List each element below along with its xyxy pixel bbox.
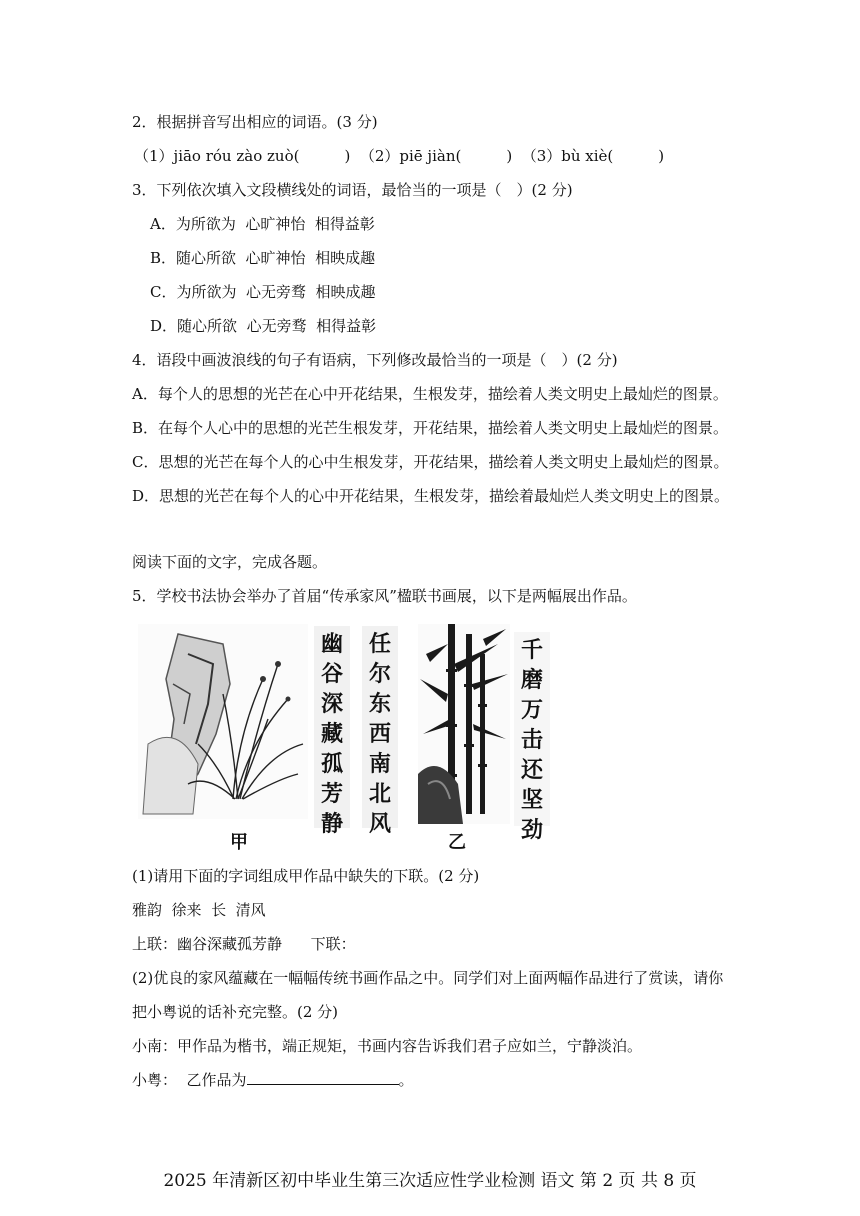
jia-char-6: 芳 bbox=[320, 782, 343, 807]
yi-right-char-1: 千 bbox=[520, 638, 543, 663]
yi-left-char-6: 北 bbox=[368, 782, 391, 807]
yi-left-char-4: 西 bbox=[368, 722, 391, 747]
q3-option-c: C．为所欲为 心无旁骛 相映成趣 bbox=[150, 283, 376, 301]
jia-couplet-scroll bbox=[314, 626, 350, 837]
yi-left-couplet-scroll bbox=[362, 626, 398, 837]
q5-sub2-line2: 把小粤说的话补充完整。(2 分) bbox=[132, 1003, 339, 1021]
label-yi: 乙 bbox=[448, 832, 466, 853]
xiaoyue-prefix: 小粤： 乙作品为 bbox=[132, 1071, 247, 1089]
jia-char-1: 幽 bbox=[320, 632, 343, 657]
q3-option-a: A．为所欲为 心旷神怡 相得益彰 bbox=[150, 215, 375, 233]
yi-left-char-2: 尔 bbox=[368, 662, 391, 687]
q5-xiaoyue bbox=[132, 1070, 414, 1090]
yi-right-char-7: 劲 bbox=[520, 818, 543, 843]
yi-right-char-5: 还 bbox=[520, 758, 543, 783]
jia-char-7: 静 bbox=[320, 812, 343, 837]
jia-char-4: 藏 bbox=[320, 722, 343, 747]
q5-sub2-line1: (2)优良的家风蕴藏在一幅幅传统书画作品之中。同学们对上面两幅作品进行了赏读，请你 bbox=[132, 969, 724, 987]
q4-title: 4．语段中画波浪线的句子有语病，下列修改最恰当的一项是（ ）(2 分) bbox=[132, 351, 618, 369]
q4-option-b: B．在每个人心中的思想的光芒生根发芽，开花结果，描绘着人类文明史上最灿烂的图景。 bbox=[132, 419, 729, 437]
couplet-artworks-figure bbox=[138, 624, 558, 854]
q5-shanglian: 上联：幽谷深藏孤芳静 下联： bbox=[132, 935, 356, 953]
yi-right-char-6: 坚 bbox=[520, 788, 543, 813]
bamboo-drawing bbox=[418, 624, 510, 824]
yi-right-char-2: 磨 bbox=[520, 668, 543, 693]
answer-blank[interactable] bbox=[247, 1070, 399, 1085]
q5-title: 5．学校书法协会举办了首届“传承家风”楹联书画展，以下是两幅展出作品。 bbox=[132, 587, 637, 605]
q4-option-c: C．思想的光芒在每个人的心中生根发芽，开花结果，描绘着人类文明史上最灿烂的图景。 bbox=[132, 453, 729, 471]
yi-right-char-4: 击 bbox=[520, 728, 543, 753]
q2-title: 2．根据拼音写出相应的词语。(3 分) bbox=[132, 113, 378, 131]
yi-left-char-7: 风 bbox=[368, 812, 391, 837]
q2-items: （1）jiāo róu zào zuò( ) （2）piē jiàn( ) （3）bù xiè( ) bbox=[134, 147, 665, 165]
q4-option-d: D．思想的光芒在每个人的心中开花结果，生根发芽，描绘着最灿烂人类文明史上的图景。 bbox=[132, 487, 730, 505]
jia-char-3: 深 bbox=[320, 692, 343, 717]
xiaoyue-suffix: 。 bbox=[398, 1071, 414, 1089]
q3-title: 3．下列依次填入文段横线处的词语，最恰当的一项是（ ）(2 分) bbox=[132, 181, 573, 199]
q4-option-a: A．每个人的思想的光芒在心中开花结果，生根发芽，描绘着人类文明史上最灿烂的图景。 bbox=[132, 385, 728, 403]
jia-char-5: 孤 bbox=[320, 752, 343, 777]
q3-option-b: B．随心所欲 心旷神怡 相映成趣 bbox=[150, 249, 376, 267]
yi-left-char-1: 任 bbox=[368, 632, 391, 657]
yi-left-char-5: 南 bbox=[368, 752, 391, 777]
yi-right-couplet-scroll bbox=[514, 632, 550, 843]
q5-sub1: (1)请用下面的字词组成甲作品中缺失的下联。(2 分) bbox=[132, 867, 480, 885]
q5-word-bank: 雅韵 徐来 长 清风 bbox=[132, 901, 266, 919]
label-jia: 甲 bbox=[230, 832, 248, 853]
reading-intro: 阅读下面的文字，完成各题。 bbox=[132, 553, 328, 571]
q5-xiaonan: 小南：甲作品为楷书，端正规矩，书画内容告诉我们君子应如兰，宁静淡泊。 bbox=[132, 1037, 643, 1055]
page-footer: 2025 年清新区初中毕业生第三次适应性学业检测 语文 第 2 页 共 8 页 bbox=[163, 1171, 697, 1191]
orchid-rock-drawing bbox=[138, 624, 308, 819]
q3-option-d: D．随心所欲 心无旁骛 相得益彰 bbox=[150, 317, 377, 335]
yi-left-char-3: 东 bbox=[368, 692, 391, 717]
jia-char-2: 谷 bbox=[320, 662, 343, 687]
yi-right-char-3: 万 bbox=[520, 698, 543, 723]
